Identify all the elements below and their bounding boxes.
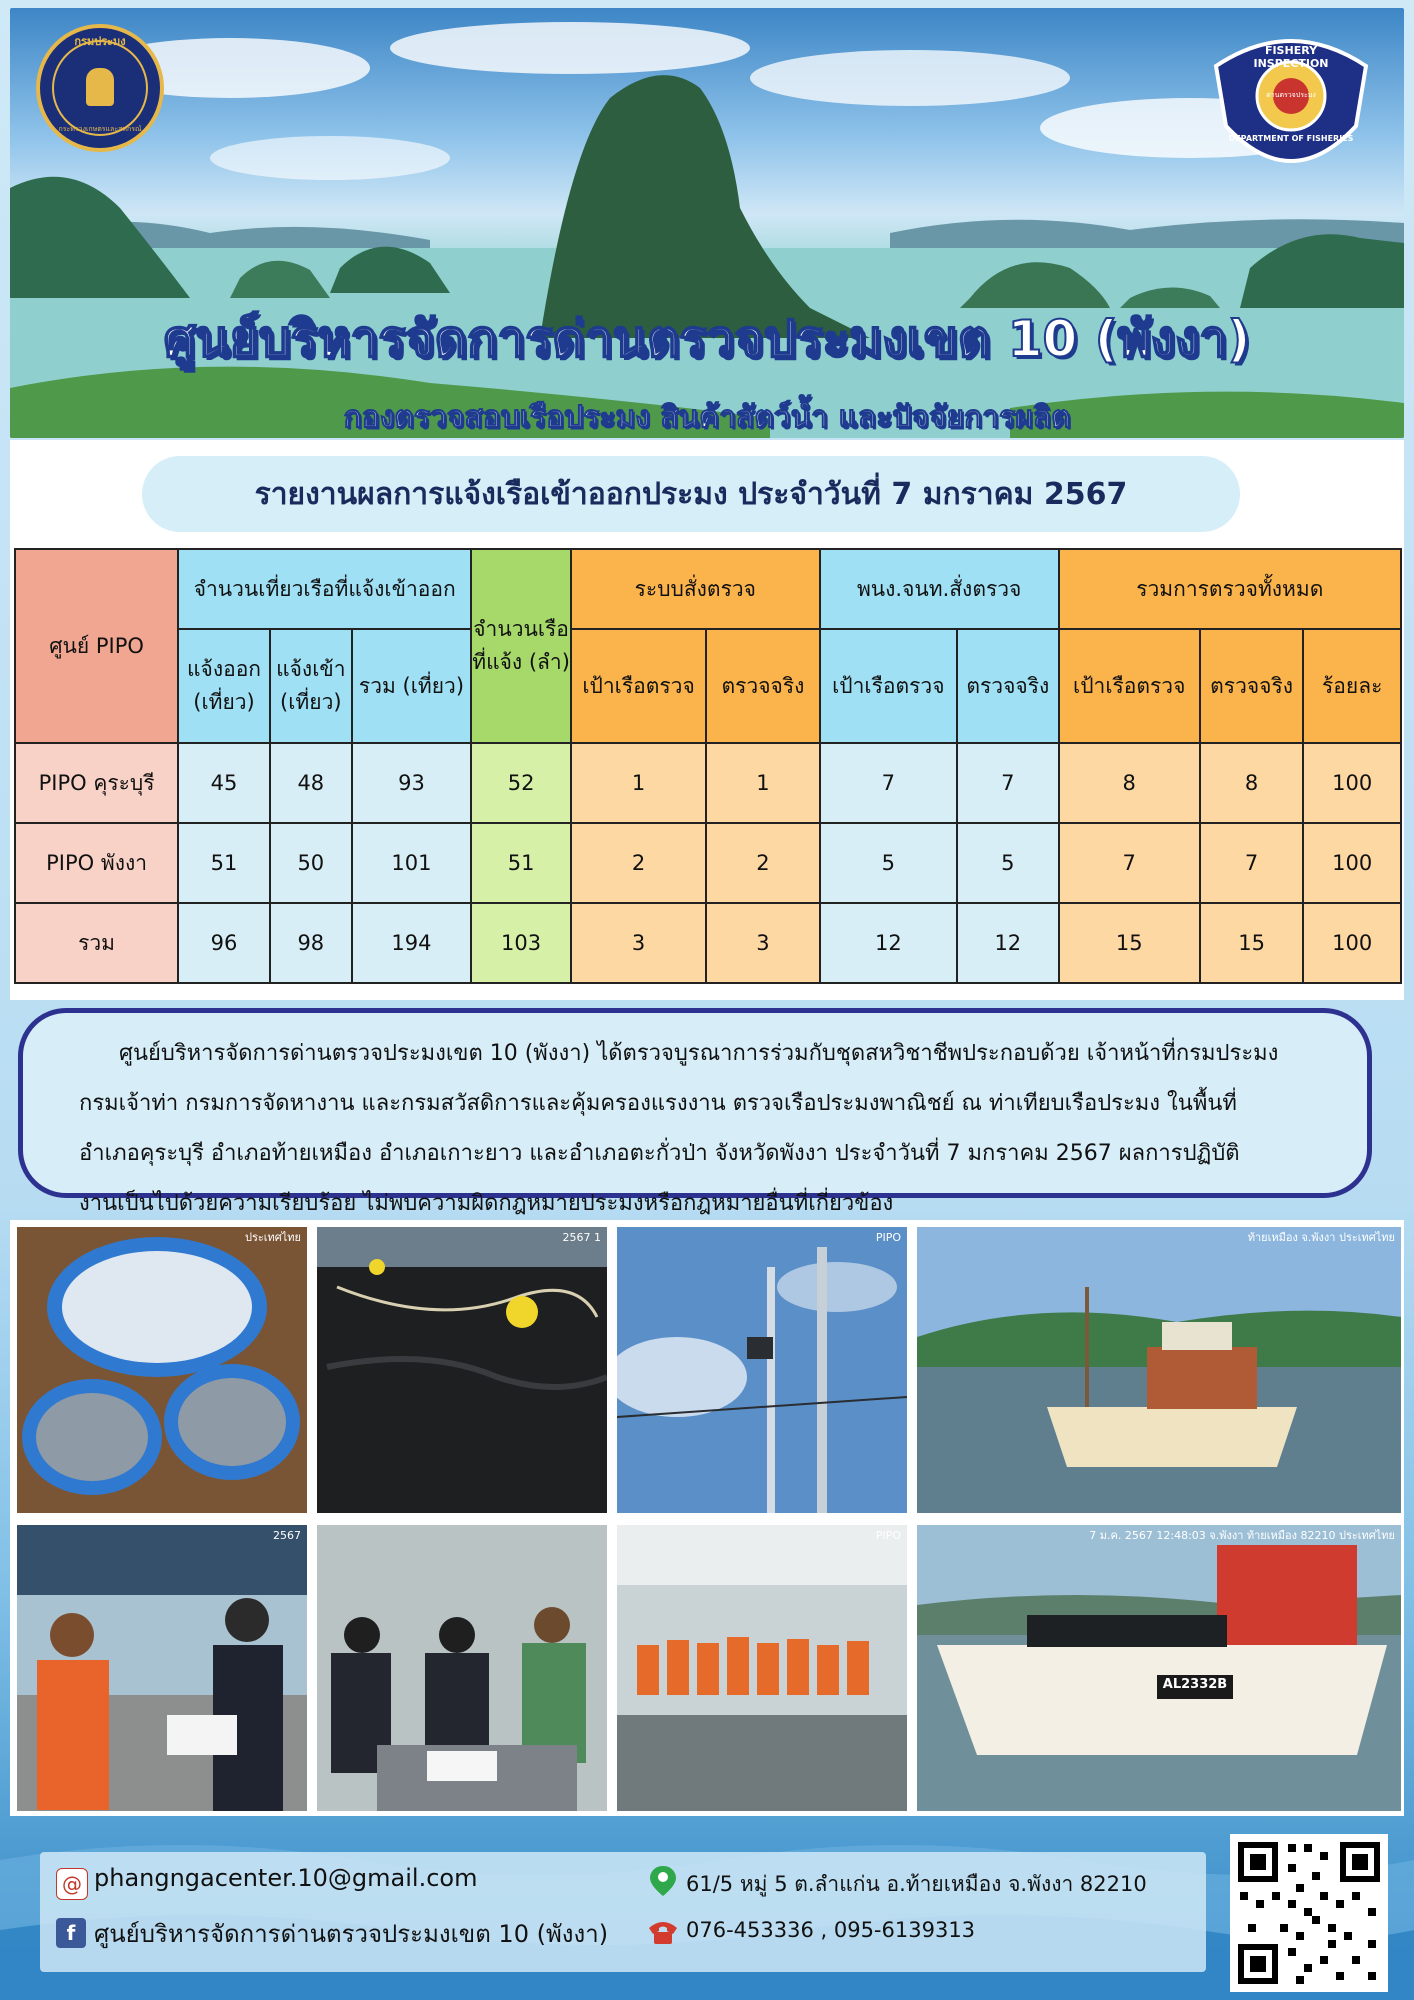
fishing-net-image: [317, 1227, 607, 1513]
cell-off-target: 12: [820, 903, 957, 983]
cell-center: PIPO คุระบุรี: [15, 743, 178, 823]
badge-top-text: FISHERY INSPECTION: [1253, 44, 1329, 70]
cell-total: 101: [352, 823, 472, 903]
header-all-actual: ตรวจจริง: [1200, 629, 1304, 743]
cell-total: 93: [352, 743, 472, 823]
cell-percent: 100: [1303, 903, 1401, 983]
cell-off-actual: 5: [957, 823, 1059, 903]
inspection-table: [14, 548, 1402, 984]
header-officer-group: พนง.จนท.สั่งตรวจ: [820, 549, 1059, 629]
cell-sys-actual: 2: [706, 823, 819, 903]
summary-line-4: งานเป็นไปด้วยความเรียบร้อย ไม่พบความผิดกฎหมายประมงหรือกฎหมายอื่นที่เกี่ยวข้อง: [79, 1191, 894, 1216]
table-row: [15, 823, 1401, 903]
header-sys-actual: ตรวจจริง: [706, 629, 819, 743]
photo-caption: 2567 1: [562, 1231, 601, 1244]
cell-sys-target: 3: [571, 903, 706, 983]
officers-dock-image: [17, 1525, 307, 1811]
cell-off-actual: 7: [957, 743, 1059, 823]
header-off-actual: ตรวจจริง: [957, 629, 1059, 743]
cell-sys-target: 2: [571, 823, 706, 903]
header-trips-group: จำนวนเที่ยวเรือที่แจ้งเข้าออก: [178, 549, 471, 629]
table-row: [15, 743, 1401, 823]
cell-center: รวม: [15, 903, 178, 983]
cell-all-target: 8: [1059, 743, 1200, 823]
photo-caption: ท้ายเหมือง จ.พังงา ประเทศไทย: [1247, 1231, 1395, 1244]
footer-facebook[interactable]: ศูนย์บริหารจัดการด่านตรวจประมงเขต 10 (พังงา): [94, 1920, 609, 1948]
qr-code-icon: [1230, 1834, 1388, 1992]
email-icon: @: [56, 1868, 88, 1900]
header-out: แจ้งออก (เที่ยว): [178, 629, 270, 743]
header-all-target: เป้าเรือตรวจ: [1059, 629, 1200, 743]
page-subtitle: กองตรวจสอบเรือประมง สินค้าสัตว์น้ำ และปัจจัยการผลิต: [343, 400, 1071, 435]
department-logo: [36, 24, 164, 152]
cell-off-actual: 12: [957, 903, 1059, 983]
footer-address: 61/5 หมู่ 5 ต.ลำแก่น อ.ท้ายเหมือง จ.พังงา 82210: [686, 1872, 1147, 1896]
summary-line-2: กรมเจ้าท่า กรมการจัดหางาน และกรมสวัสดิการและคุ้มครองแรงงาน ตรวจเรือประมงพาณิชย์ ณ ท่าเทียบเรือประมง ในพื้นที่: [79, 1091, 1237, 1116]
cell-in: 48: [270, 743, 352, 823]
qr-code[interactable]: [1230, 1834, 1388, 1992]
photo-document-check: [314, 1522, 610, 1814]
cell-percent: 100: [1303, 823, 1401, 903]
badge-bottom-text: DEPARTMENT OF FISHERIES: [1228, 134, 1354, 143]
header-system-group: ระบบสั่งตรวจ: [571, 549, 820, 629]
cell-center: PIPO พังงา: [15, 823, 178, 903]
header-off-target: เป้าเรือตรวจ: [820, 629, 957, 743]
photo-caption: ประเทศไทย: [244, 1231, 301, 1244]
photo-fishing-boat: [914, 1224, 1404, 1516]
header-percent: ร้อยละ: [1303, 629, 1401, 743]
header-sys-target: เป้าเรือตรวจ: [571, 629, 706, 743]
phone-icon: [646, 1916, 680, 1946]
document-check-image: [317, 1525, 607, 1811]
cell-all-actual: 7: [1200, 823, 1304, 903]
cell-all-actual: 15: [1200, 903, 1304, 983]
boat-registration-image: [917, 1525, 1401, 1811]
header-center: ศูนย์ PIPO: [15, 549, 178, 743]
cell-sys-target: 1: [571, 743, 706, 823]
cell-percent: 100: [1303, 743, 1401, 823]
header-in: แจ้งเข้า (เที่ยว): [270, 629, 352, 743]
fishing-boat-image: [917, 1227, 1401, 1513]
badge-inner-text: ด่านตรวจประมง: [1266, 91, 1316, 99]
cell-out: 51: [178, 823, 270, 903]
report-title: รายงานผลการแจ้งเรือเข้าออกประมง ประจำวันที่ 7 มกราคม 2567: [142, 456, 1240, 532]
cell-boats: 103: [471, 903, 571, 983]
cell-off-target: 5: [820, 823, 957, 903]
cell-off-target: 7: [820, 743, 957, 823]
fish-buckets-image: [17, 1227, 307, 1513]
cell-out: 96: [178, 903, 270, 983]
photo-caption: 7 ม.ค. 2567 12:48:03 จ.พังงา ท้ายเหมือง 82210 ประเทศไทย: [1089, 1529, 1395, 1542]
photo-caption: PIPO: [875, 1231, 901, 1244]
photo-crew-lineup: [614, 1522, 910, 1814]
footer-phone: 076-453336 , 095-6139313: [686, 1918, 976, 1942]
logo-deity-icon: [86, 68, 114, 106]
fishery-inspection-badge: [1206, 26, 1376, 176]
photo-mast-sky: [614, 1224, 910, 1516]
logo-left-text: กรมประมง: [74, 35, 126, 48]
cell-all-target: 15: [1059, 903, 1200, 983]
logo-left-subtext: กระทรวงเกษตรและสหกรณ์: [58, 125, 142, 133]
cell-total: 194: [352, 903, 472, 983]
photo-officers-dock: [14, 1522, 310, 1814]
cell-in: 50: [270, 823, 352, 903]
cell-out: 45: [178, 743, 270, 823]
summary-line-1: ศูนย์บริหารจัดการด่านตรวจประมงเขต 10 (พังงา) ได้ตรวจบูรณาการร่วมกับชุดสหวิชาชีพประกอบด้วย เจ้าหน้าที่กรมประมง: [119, 1041, 1279, 1066]
cell-boats: 51: [471, 823, 571, 903]
header-total-trips: รวม (เที่ยว): [352, 629, 472, 743]
mast-sky-image: [617, 1227, 907, 1513]
photo-fishing-net: [314, 1224, 610, 1516]
summary-line-3: อำเภอคุระบุรี อำเภอท้ายเหมือง อำเภอเกาะยาว และอำเภอตะกั่วป่า จังหวัดพังงา ประจำวันที่ 7 มกราคม 2567 ผลการปฏิบัติ: [79, 1141, 1240, 1166]
cell-all-actual: 8: [1200, 743, 1304, 823]
photo-caption: 2567: [273, 1529, 301, 1542]
cell-sys-actual: 1: [706, 743, 819, 823]
boat-plate: AL2332B: [1162, 1677, 1228, 1692]
crew-lineup-image: [617, 1525, 907, 1811]
photo-boat-registration: [914, 1522, 1404, 1814]
location-pin-icon: [648, 1864, 678, 1898]
cell-boats: 52: [471, 743, 571, 823]
photo-fish-buckets: [14, 1224, 310, 1516]
page-title: ศูนย์บริหารจัดการด่านตรวจประมงเขต 10 (พังงา): [163, 310, 1251, 368]
cell-sys-actual: 3: [706, 903, 819, 983]
cell-all-target: 7: [1059, 823, 1200, 903]
table-row-total: [15, 903, 1401, 983]
cell-in: 98: [270, 903, 352, 983]
summary-box: [18, 1008, 1372, 1216]
footer-email[interactable]: phangngacenter.10@gmail.com: [94, 1864, 478, 1892]
facebook-icon: f: [56, 1918, 86, 1948]
header-all-group: รวมการตรวจทั้งหมด: [1059, 549, 1401, 629]
header-boats: จำนวนเรือที่แจ้ง (ลำ): [471, 549, 571, 743]
photo-caption: PIPO: [875, 1529, 901, 1542]
